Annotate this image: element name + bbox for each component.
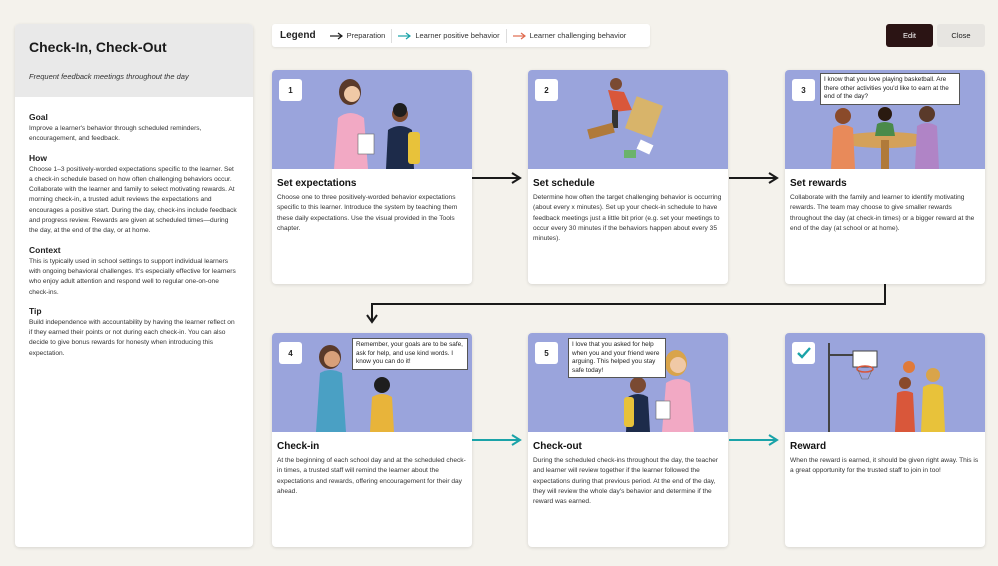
- preparation-arrow-2-to-3: [729, 172, 785, 184]
- step-card-reward[interactable]: [785, 333, 985, 547]
- step-card-1[interactable]: [272, 70, 472, 284]
- section-title-tip: Tip: [29, 305, 42, 316]
- step-title: Set expectations: [277, 178, 357, 189]
- step-description: At the beginning of each school day and at the scheduled check-in times, a trusted staff will remind the learner about the expectations and rewards, offering encouragement for their day ahead.: [277, 457, 466, 495]
- preparation-arrow-3-to-4: [364, 284, 890, 326]
- page-title: Check-In, Check-Out: [29, 39, 167, 55]
- step-number: 4: [279, 342, 302, 364]
- legend-label-positive: Learner positive behavior: [415, 31, 500, 40]
- section-text-context: This is typically used in school settings to support individual learners with ongoing behavioral challenges. It's especially effective for learners who enjoy adult attention and respond well to regular one-on-one check-ins.: [29, 257, 236, 296]
- step-illustration: [785, 70, 985, 169]
- legend-item-preparation: [330, 31, 386, 40]
- section-title-context: Context: [29, 244, 61, 255]
- step-description: Collaborate with the family and learner to identify motivating rewards. The team may choose to give smaller rewards throughout the day (at check-in times) or a bigger reward at the end of the day (at school or at home).: [790, 194, 975, 232]
- student-tipping-chair-illustration: [528, 70, 728, 169]
- black-arrow-icon: [330, 32, 344, 40]
- step-number: 1: [279, 79, 302, 101]
- close-button[interactable]: Close: [937, 24, 985, 47]
- step-illustration: [528, 333, 728, 432]
- step-title: Set rewards: [790, 178, 847, 189]
- checkmark-icon: [792, 342, 815, 364]
- step-title: Check-out: [533, 441, 582, 452]
- step-illustration: [272, 70, 472, 169]
- section-title-how: How: [29, 152, 47, 163]
- info-panel-body: [15, 97, 253, 359]
- speech-bubble: I love that you asked for help when you and your friend were arguing. This helped you stay safe today!: [568, 338, 666, 378]
- legend-item-challenging: [513, 31, 627, 40]
- step-card-5[interactable]: [528, 333, 728, 547]
- step-number: 5: [535, 342, 558, 364]
- section-title-goal: Goal: [29, 112, 48, 122]
- page-subtitle: Frequent feedback meetings throughout the day: [29, 72, 189, 81]
- legend-title: Legend: [280, 30, 316, 41]
- legend-divider: [506, 29, 507, 43]
- step-number: 3: [792, 79, 815, 101]
- step-illustration: [528, 70, 728, 169]
- step-card-2[interactable]: [528, 70, 728, 284]
- legend-divider: [391, 29, 392, 43]
- step-description: Choose one to three positively-worded behavior expectations specific to this learner. Introduce the system by teaching them these daily expectations. Use the visual provided in the Tools chapter.: [277, 194, 458, 232]
- step-card-4[interactable]: [272, 333, 472, 547]
- edit-button[interactable]: Edit: [886, 24, 933, 47]
- step-title: Check-in: [277, 441, 320, 452]
- positive-arrow-5-to-reward: [729, 434, 785, 446]
- preparation-arrow-1-to-2: [472, 172, 528, 184]
- section-text-how: Choose 1–3 positively-worded expectations specific to the learner. Set a check-in schedule based on how often challenging behaviors occur. Collaborate with the learner and family to select motivating rewards. At morning check-in, a trusted adult reviews the expectations and encourages a positive start. During the day, check-ins include feedback and progress review. Rewards are given at scheduled times—during the day, at the end of the day, or at home.: [29, 165, 237, 235]
- step-description: Determine how often the target challenging behavior is occurring (about every x minutes). Set up your check-in schedule to have feedback meetings just a little bit prior (e.g. set your meetings to occur every 30 minutes if the behaviors happen about every 35 minutes).: [533, 194, 722, 243]
- legend-label-challenging: Learner challenging behavior: [529, 31, 627, 40]
- step-title: Reward: [790, 441, 827, 452]
- step-illustration: [272, 333, 472, 432]
- teal-arrow-icon: [398, 32, 412, 40]
- step-description: When the reward is earned, it should be given right away. This is a great opportunity for the trusted staff to join in too!: [790, 457, 979, 475]
- legend-label-preparation: Preparation: [346, 31, 386, 40]
- info-panel: [15, 24, 253, 547]
- info-panel-header: [15, 24, 253, 97]
- speech-bubble: I know that you love playing basketball. Are there other activities you'd like to earn at the end of the day?: [820, 73, 960, 105]
- section-text-goal: Improve a learner's behavior through scheduled reminders, encouragement, and feedback.: [29, 125, 202, 143]
- legend-item-positive: [398, 31, 499, 40]
- basketball-reward-illustration: [785, 333, 985, 432]
- section-text-tip: Build independence with accountability by having the learner reflect on if they earned their points or not during each check-in. You can also decide to give bonus rewards for honesty when introducing this expectation.: [29, 318, 235, 357]
- teacher-showing-card-illustration: [272, 70, 472, 169]
- step-number: 2: [535, 79, 558, 101]
- step-card-3[interactable]: [785, 70, 985, 284]
- positive-arrow-4-to-5: [472, 434, 528, 446]
- step-illustration: [785, 333, 985, 432]
- legend: [272, 24, 650, 47]
- step-title: Set schedule: [533, 178, 595, 189]
- speech-bubble: Remember, your goals are to be safe, ask for help, and use kind words. I know you can do it!: [352, 338, 468, 370]
- step-description: During the scheduled check-ins throughout the day, the teacher and learner will review together if the learner followed the expectations during that previous period. At the end of the day, they will review the whole day's behavior and determine if the reward was earned.: [533, 457, 718, 506]
- orange-arrow-icon: [513, 32, 527, 40]
